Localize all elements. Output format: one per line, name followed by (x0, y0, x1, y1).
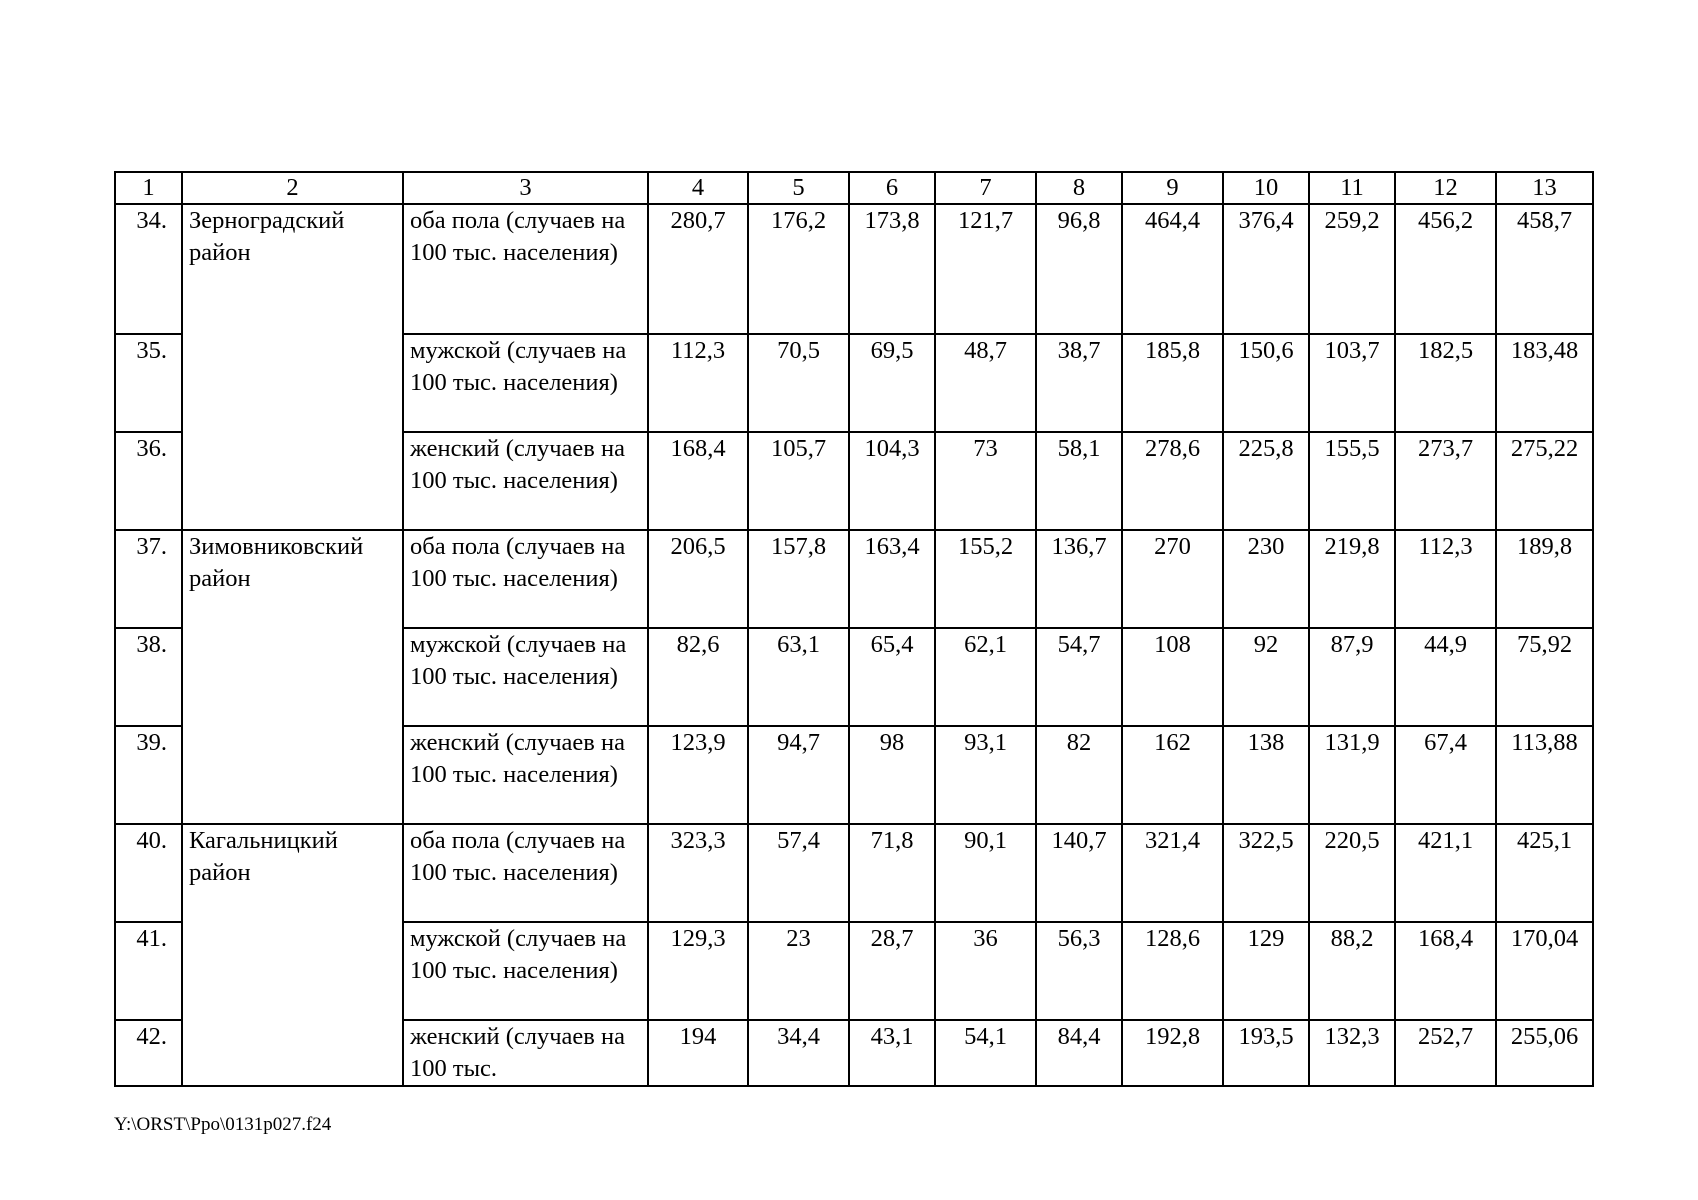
value-cell: 28,7 (849, 922, 935, 1020)
value-cell: 113,88 (1496, 726, 1593, 824)
value-cell: 82,6 (648, 628, 748, 726)
header-cell: 10 (1223, 172, 1309, 204)
value-cell: 220,5 (1309, 824, 1395, 922)
district-name: Кагальницкий район (182, 824, 403, 1086)
header-cell: 13 (1496, 172, 1593, 204)
value-cell: 182,5 (1395, 334, 1496, 432)
row-number: 42. (115, 1020, 182, 1086)
header-cell: 8 (1036, 172, 1122, 204)
table-row (115, 530, 1593, 628)
value-cell: 193,5 (1223, 1020, 1309, 1086)
value-cell: 168,4 (1395, 922, 1496, 1020)
value-cell: 128,6 (1122, 922, 1223, 1020)
value-cell: 132,3 (1309, 1020, 1395, 1086)
header-cell: 11 (1309, 172, 1395, 204)
value-cell: 192,8 (1122, 1020, 1223, 1086)
header-cell: 9 (1122, 172, 1223, 204)
row-number: 34. (115, 204, 182, 334)
value-cell: 275,22 (1496, 432, 1593, 530)
value-cell: 322,5 (1223, 824, 1309, 922)
indicator-label: оба пола (случаев на 100 тыс. населения) (403, 204, 648, 334)
value-cell: 194 (648, 1020, 748, 1086)
value-cell: 129 (1223, 922, 1309, 1020)
value-cell: 63,1 (748, 628, 849, 726)
value-cell: 189,8 (1496, 530, 1593, 628)
indicator-label: женский (случаев на 100 тыс. (403, 1020, 648, 1086)
value-cell: 54,1 (935, 1020, 1036, 1086)
value-cell: 88,2 (1309, 922, 1395, 1020)
value-cell: 87,9 (1309, 628, 1395, 726)
value-cell: 376,4 (1223, 204, 1309, 334)
value-cell: 58,1 (1036, 432, 1122, 530)
value-cell: 138 (1223, 726, 1309, 824)
value-cell: 23 (748, 922, 849, 1020)
value-cell: 162 (1122, 726, 1223, 824)
value-cell: 456,2 (1395, 204, 1496, 334)
value-cell: 70,5 (748, 334, 849, 432)
value-cell: 255,06 (1496, 1020, 1593, 1086)
value-cell: 252,7 (1395, 1020, 1496, 1086)
value-cell: 170,04 (1496, 922, 1593, 1020)
value-cell: 98 (849, 726, 935, 824)
value-cell: 48,7 (935, 334, 1036, 432)
row-number: 39. (115, 726, 182, 824)
value-cell: 168,4 (648, 432, 748, 530)
value-cell: 458,7 (1496, 204, 1593, 334)
indicator-label: мужской (случаев на 100 тыс. населения) (403, 628, 648, 726)
statistics-table (114, 171, 1594, 1087)
indicator-label: женский (случаев на 100 тыс. населения) (403, 726, 648, 824)
value-cell: 121,7 (935, 204, 1036, 334)
value-cell: 129,3 (648, 922, 748, 1020)
value-cell: 56,3 (1036, 922, 1122, 1020)
row-number: 35. (115, 334, 182, 432)
value-cell: 123,9 (648, 726, 748, 824)
value-cell: 155,2 (935, 530, 1036, 628)
indicator-label: мужской (случаев на 100 тыс. населения) (403, 922, 648, 1020)
district-name: Зерноградский район (182, 204, 403, 530)
value-cell: 173,8 (849, 204, 935, 334)
value-cell: 34,4 (748, 1020, 849, 1086)
value-cell: 270 (1122, 530, 1223, 628)
value-cell: 54,7 (1036, 628, 1122, 726)
row-number: 38. (115, 628, 182, 726)
value-cell: 90,1 (935, 824, 1036, 922)
value-cell: 150,6 (1223, 334, 1309, 432)
value-cell: 103,7 (1309, 334, 1395, 432)
header-cell: 7 (935, 172, 1036, 204)
value-cell: 36 (935, 922, 1036, 1020)
value-cell: 65,4 (849, 628, 935, 726)
value-cell: 67,4 (1395, 726, 1496, 824)
value-cell: 62,1 (935, 628, 1036, 726)
indicator-label: мужской (случаев на 100 тыс. населения) (403, 334, 648, 432)
value-cell: 259,2 (1309, 204, 1395, 334)
value-cell: 278,6 (1122, 432, 1223, 530)
value-cell: 104,3 (849, 432, 935, 530)
value-cell: 108 (1122, 628, 1223, 726)
value-cell: 176,2 (748, 204, 849, 334)
table-row (115, 204, 1593, 334)
value-cell: 163,4 (849, 530, 935, 628)
indicator-label: женский (случаев на 100 тыс. населения) (403, 432, 648, 530)
value-cell: 92 (1223, 628, 1309, 726)
indicator-label: оба пола (случаев на 100 тыс. населения) (403, 530, 648, 628)
value-cell: 131,9 (1309, 726, 1395, 824)
value-cell: 219,8 (1309, 530, 1395, 628)
header-cell: 6 (849, 172, 935, 204)
value-cell: 140,7 (1036, 824, 1122, 922)
value-cell: 75,92 (1496, 628, 1593, 726)
header-row (115, 172, 1593, 204)
value-cell: 82 (1036, 726, 1122, 824)
row-number: 41. (115, 922, 182, 1020)
value-cell: 280,7 (648, 204, 748, 334)
value-cell: 69,5 (849, 334, 935, 432)
value-cell: 425,1 (1496, 824, 1593, 922)
row-number: 36. (115, 432, 182, 530)
header-cell: 4 (648, 172, 748, 204)
value-cell: 105,7 (748, 432, 849, 530)
value-cell: 43,1 (849, 1020, 935, 1086)
indicator-label: оба пола (случаев на 100 тыс. населения) (403, 824, 648, 922)
file-path-footer: Y:\ORST\Ppo\0131p027.f24 (114, 1114, 332, 1135)
value-cell: 112,3 (1395, 530, 1496, 628)
value-cell: 71,8 (849, 824, 935, 922)
value-cell: 96,8 (1036, 204, 1122, 334)
value-cell: 136,7 (1036, 530, 1122, 628)
value-cell: 273,7 (1395, 432, 1496, 530)
value-cell: 206,5 (648, 530, 748, 628)
value-cell: 93,1 (935, 726, 1036, 824)
table-row (115, 824, 1593, 922)
value-cell: 57,4 (748, 824, 849, 922)
value-cell: 321,4 (1122, 824, 1223, 922)
value-cell: 421,1 (1395, 824, 1496, 922)
value-cell: 157,8 (748, 530, 849, 628)
value-cell: 73 (935, 432, 1036, 530)
value-cell: 84,4 (1036, 1020, 1122, 1086)
header-cell: 1 (115, 172, 182, 204)
value-cell: 323,3 (648, 824, 748, 922)
header-cell: 3 (403, 172, 648, 204)
value-cell: 183,48 (1496, 334, 1593, 432)
row-number: 40. (115, 824, 182, 922)
header-cell: 2 (182, 172, 403, 204)
value-cell: 155,5 (1309, 432, 1395, 530)
header-cell: 5 (748, 172, 849, 204)
value-cell: 94,7 (748, 726, 849, 824)
value-cell: 185,8 (1122, 334, 1223, 432)
district-name: Зимовниковский район (182, 530, 403, 824)
header-cell: 12 (1395, 172, 1496, 204)
value-cell: 230 (1223, 530, 1309, 628)
value-cell: 112,3 (648, 334, 748, 432)
value-cell: 38,7 (1036, 334, 1122, 432)
value-cell: 44,9 (1395, 628, 1496, 726)
value-cell: 225,8 (1223, 432, 1309, 530)
value-cell: 464,4 (1122, 204, 1223, 334)
row-number: 37. (115, 530, 182, 628)
